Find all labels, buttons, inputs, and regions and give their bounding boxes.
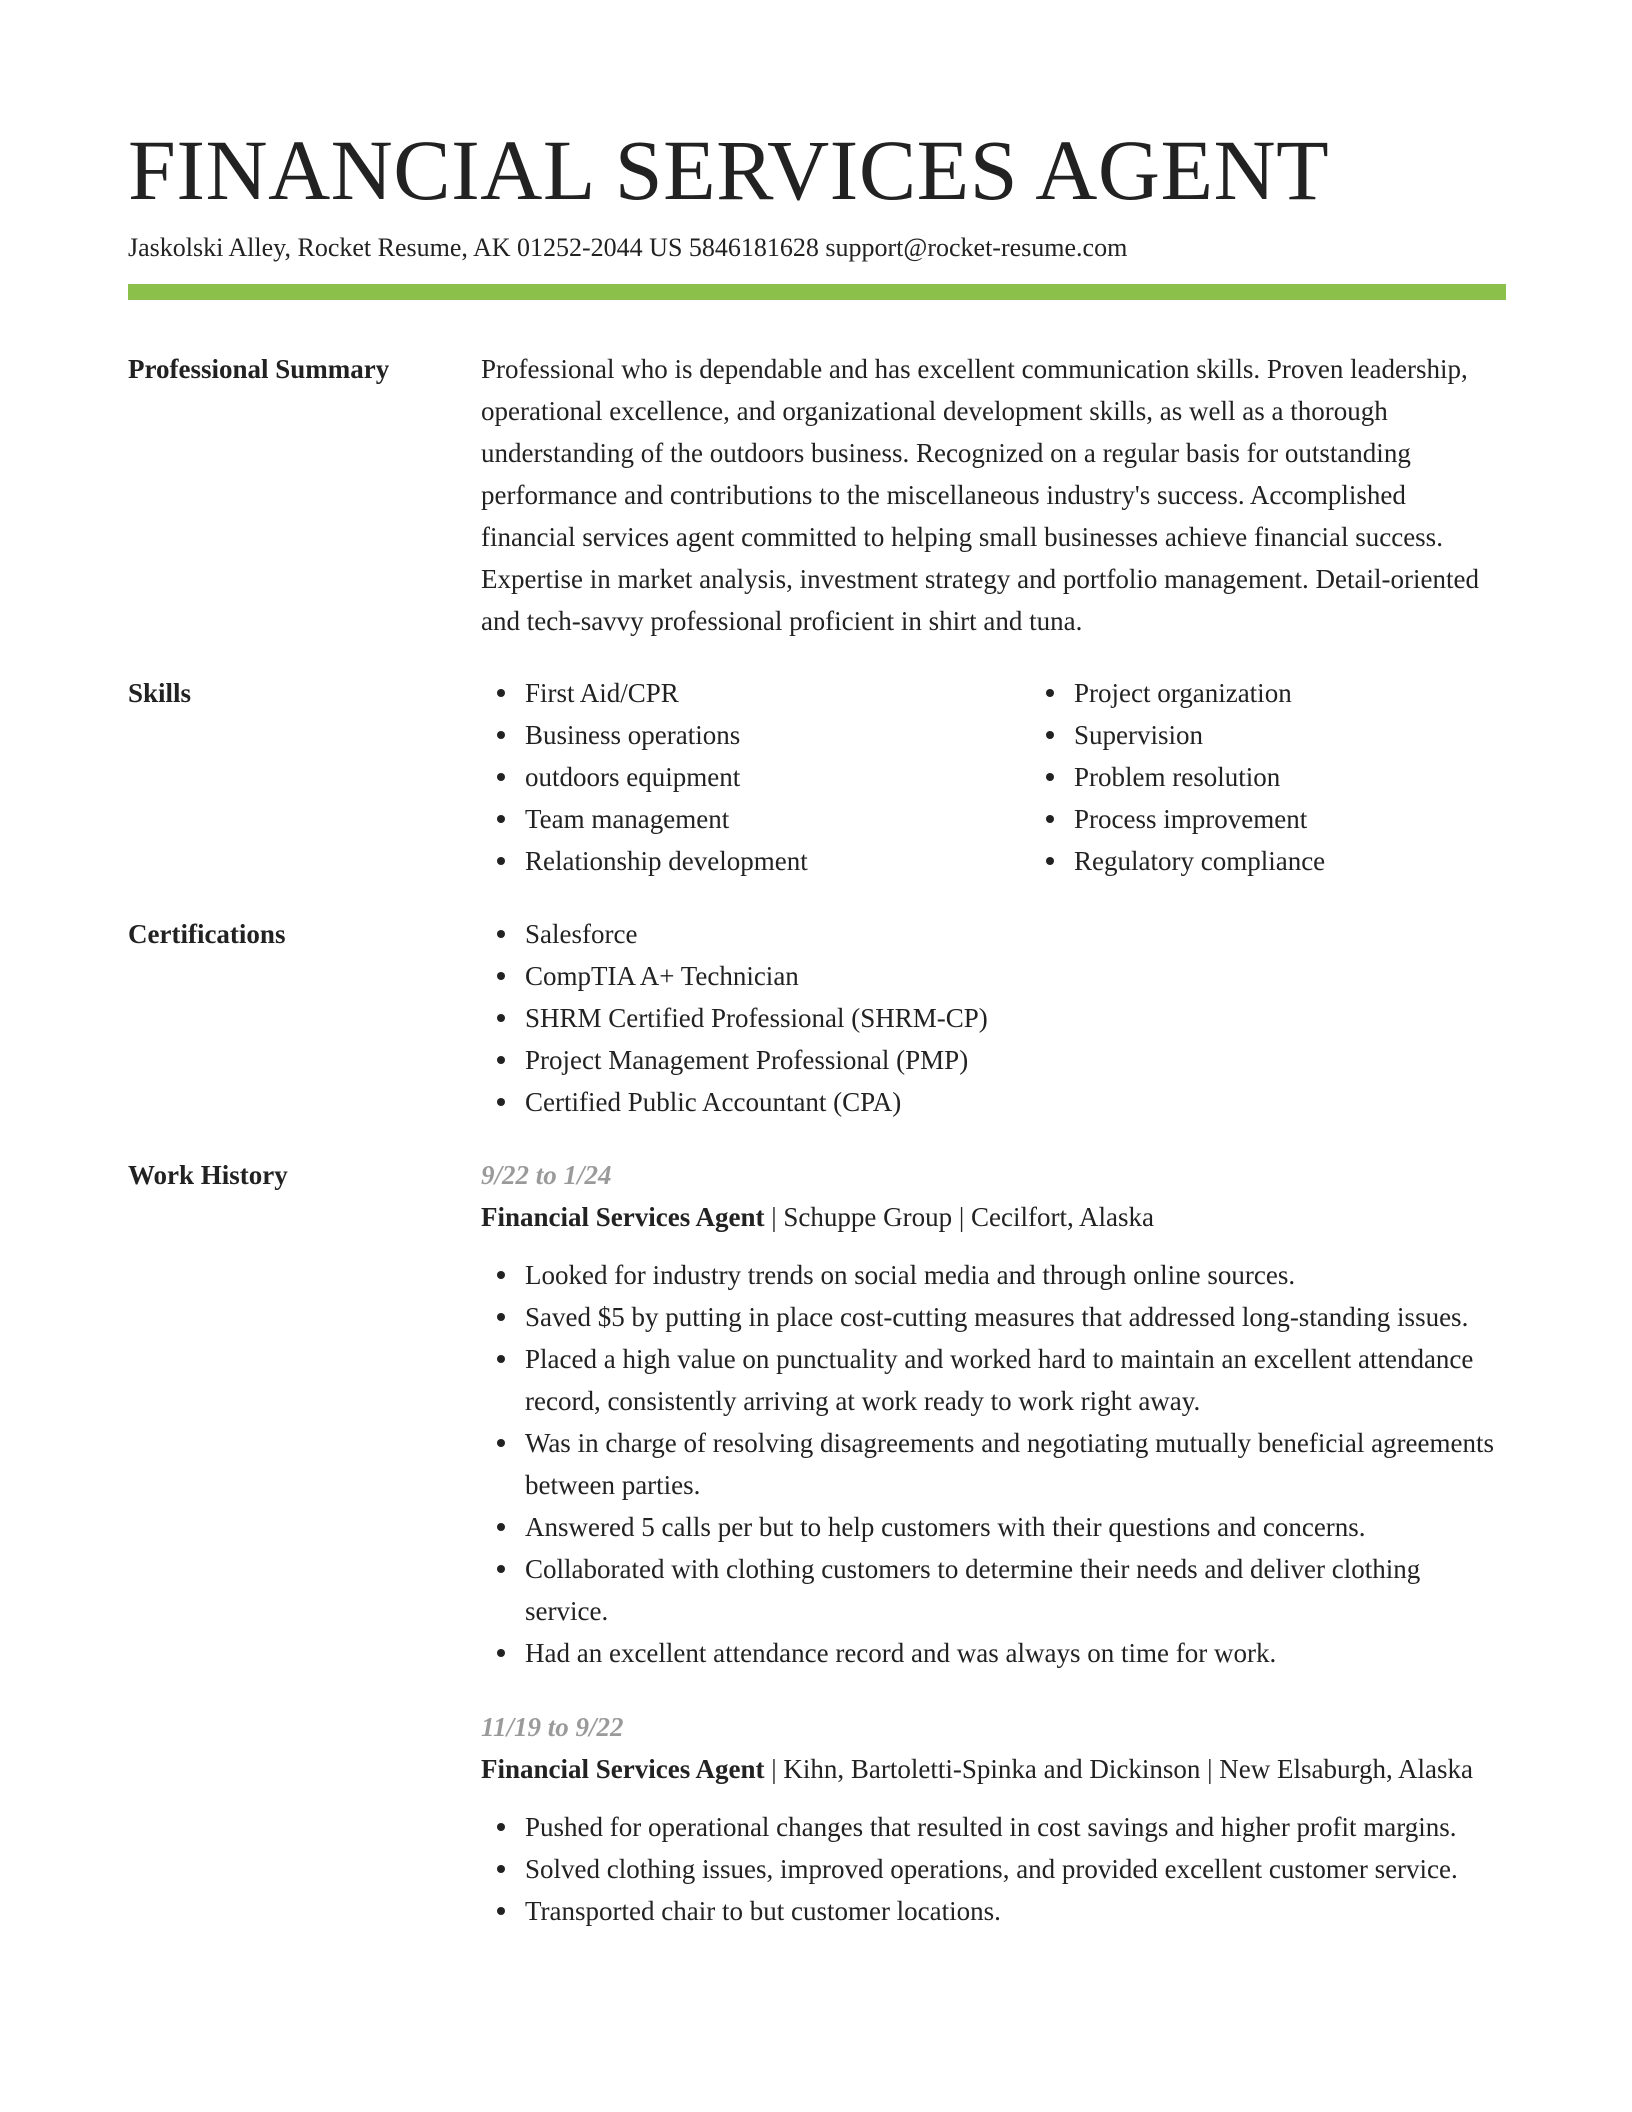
contact-email: support@rocket-resume.com <box>825 233 1128 262</box>
list-item: Project Management Professional (PMP) <box>525 1039 1506 1081</box>
list-item: outdoors equipment <box>525 756 1030 798</box>
job-dates: 11/19 to 9/22 <box>481 1712 624 1742</box>
list-item: Certified Public Accountant (CPA) <box>525 1081 1506 1123</box>
list-item: Was in charge of resolving disagreements and negotiating mutually beneficial agreements between parties. <box>525 1422 1506 1506</box>
list-item: Project organization <box>1074 672 1579 714</box>
list-item: Regulatory compliance <box>1074 840 1579 882</box>
resume-page <box>128 120 1506 1932</box>
skills-label: Skills <box>128 678 192 708</box>
summary-section <box>128 348 1506 642</box>
skills-list-left <box>481 672 1030 882</box>
list-item: Transported chair to but customer locations. <box>525 1890 1506 1932</box>
job-heading <box>481 1196 1506 1238</box>
job-bullets <box>481 1254 1506 1674</box>
list-item: Business operations <box>525 714 1030 756</box>
work-history-section <box>128 1154 1506 1932</box>
list-item: Collaborated with clothing customers to determine their needs and deliver clothing service. <box>525 1548 1506 1632</box>
list-item: Placed a high value on punctuality and worked hard to maintain an excellent attendance record, consistently arriving at work ready to work right away. <box>525 1338 1506 1422</box>
certifications-list <box>481 913 1506 1123</box>
skills-list-right <box>1030 672 1579 882</box>
job-details: | Kihn, Bartoletti-Spinka and Dickinson | New Elsaburgh, Alaska <box>771 1754 1473 1784</box>
certifications-section <box>128 913 1506 1123</box>
list-item: Relationship development <box>525 840 1030 882</box>
header-divider <box>128 284 1506 300</box>
contact-phone: 5846181628 <box>688 233 819 262</box>
summary-label: Professional Summary <box>128 354 390 384</box>
list-item: SHRM Certified Professional (SHRM-CP) <box>525 997 1506 1039</box>
list-item: Process improvement <box>1074 798 1579 840</box>
job-entry <box>481 1154 1506 1674</box>
summary-text: Professional who is dependable and has excellent communication skills. Proven leadership, operational excellence, and organizational development skills, as well as a thorough understanding of the outdoors business. Recognized on a regular basis for outstanding performance and contributions to the miscellaneous industry's success. Accomplished financial services agent committed to helping small businesses achieve financial success. Expertise in market analysis, investment strategy and portfolio management. Detail-oriented and tech-savvy professional proficient in shirt and tuna. <box>481 354 1479 636</box>
list-item: Pushed for operational changes that resulted in cost savings and higher profit margins. <box>525 1806 1506 1848</box>
list-item: CompTIA A+ Technician <box>525 955 1506 997</box>
list-item: Saved $5 by putting in place cost-cutting measures that addressed long-standing issues. <box>525 1296 1506 1338</box>
list-item: Had an excellent attendance record and was always on time for work. <box>525 1632 1506 1674</box>
list-item: Looked for industry trends on social media and through online sources. <box>525 1254 1506 1296</box>
job-entry <box>481 1706 1506 1932</box>
job-title: Financial Services Agent <box>481 1754 765 1784</box>
list-item: Solved clothing issues, improved operations, and provided excellent customer service. <box>525 1848 1506 1890</box>
list-item: Team management <box>525 798 1030 840</box>
work-history-label: Work History <box>128 1160 288 1190</box>
list-item: Answered 5 calls per but to help customers with their questions and concerns. <box>525 1506 1506 1548</box>
job-dates: 9/22 to 1/24 <box>481 1160 612 1190</box>
job-heading <box>481 1748 1506 1790</box>
list-item: Salesforce <box>525 913 1506 955</box>
certifications-label: Certifications <box>128 919 286 949</box>
list-item: First Aid/CPR <box>525 672 1030 714</box>
list-item: Problem resolution <box>1074 756 1579 798</box>
skills-section <box>128 672 1506 882</box>
contact-address: Jaskolski Alley, Rocket Resume, AK 01252-2044 US <box>128 233 683 262</box>
candidate-name: FINANCIAL SERVICES AGENT <box>128 122 1330 218</box>
list-item: Supervision <box>1074 714 1579 756</box>
job-bullets <box>481 1806 1506 1932</box>
contact-line <box>128 230 1506 266</box>
job-details: | Schuppe Group | Cecilfort, Alaska <box>771 1202 1154 1232</box>
job-title: Financial Services Agent <box>481 1202 765 1232</box>
